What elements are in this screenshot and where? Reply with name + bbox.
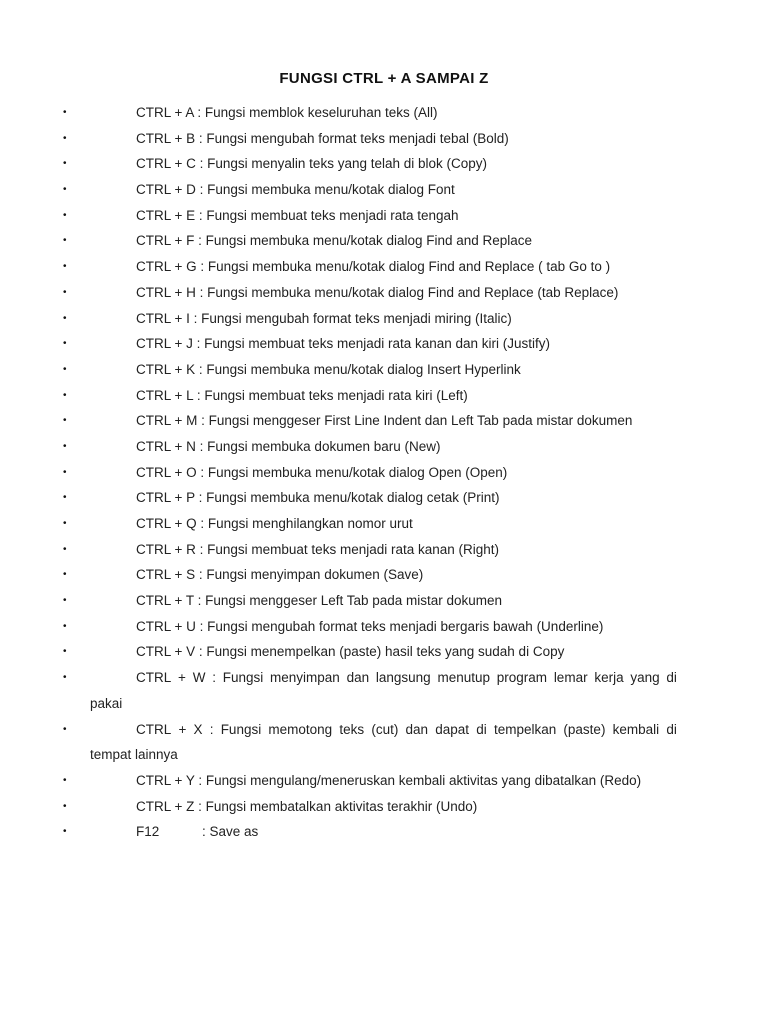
list-item: [0, 280, 768, 306]
list-item-text: CTRL + F : Fungsi membuka menu/kotak dialog Find and Replace: [136, 233, 533, 249]
shortcut-description: : Save as: [202, 824, 259, 840]
list-item: [0, 460, 768, 486]
bullet-icon: •: [63, 184, 67, 196]
list-item: [0, 254, 768, 280]
bullet-icon: •: [63, 107, 67, 118]
bullet-icon: •: [63, 132, 67, 144]
bullet-icon: •: [63, 261, 67, 273]
list-item-text: CTRL + O : Fungsi membuka menu/kotak dialog Open (Open): [136, 464, 508, 480]
bullet-icon: •: [63, 338, 67, 350]
list-item-text-continued: pakai: [90, 695, 123, 711]
list-item-text: CTRL + Y : Fungsi mengulang/meneruskan kembali aktivitas yang dibatalkan (Redo): [136, 772, 642, 788]
bullet-icon: •: [63, 363, 67, 375]
bullet-icon: •: [63, 286, 67, 298]
list-item-text: CTRL + I : Fungsi mengubah format teks menjadi miring (Italic): [136, 310, 512, 326]
list-item: [0, 126, 768, 152]
bullet-icon: •: [63, 158, 67, 170]
list-item: [0, 228, 768, 254]
list-item-text: CTRL + Z : Fungsi membatalkan aktivitas terakhir (Undo): [136, 798, 478, 814]
list-item-text: CTRL + H : Fungsi membuka menu/kotak dialog Find and Replace (tab Replace): [136, 284, 619, 300]
bullet-icon: •: [63, 235, 67, 247]
list-item-text: [136, 819, 258, 845]
list-item: [0, 383, 768, 409]
list-item: [0, 100, 768, 126]
list-item-text: CTRL + E : Fungsi membuat teks menjadi rata tengah: [136, 207, 459, 223]
shortcut-key: F12: [136, 824, 160, 840]
bullet-icon: •: [63, 569, 67, 581]
bullet-icon: •: [63, 492, 67, 504]
list-item: [0, 434, 768, 460]
list-item: [0, 562, 768, 588]
list-item: [0, 665, 768, 716]
bullet-icon: •: [63, 672, 67, 684]
list-item: [0, 819, 768, 845]
bullet-icon: •: [63, 646, 67, 658]
list-item-text: CTRL + S : Fungsi menyimpan dokumen (Save): [136, 567, 424, 583]
list-item-text: CTRL + A : Fungsi memblok keseluruhan teks (All): [136, 105, 438, 120]
list-item: [0, 768, 768, 794]
list-item: [0, 614, 768, 640]
list-item: [0, 537, 768, 563]
list-item: [0, 588, 768, 614]
bullet-icon: •: [63, 595, 67, 607]
list-item: [0, 177, 768, 203]
document-title: FUNGSI CTRL + A SAMPAI Z: [279, 70, 489, 87]
list-item-text: CTRL + K : Fungsi membuka menu/kotak dialog Insert Hyperlink: [136, 361, 521, 377]
bullet-icon: •: [63, 620, 67, 632]
list-item-text: CTRL + X : Fungsi memotong teks (cut) dan dapat di tempelkan (paste) kembali di: [136, 721, 677, 737]
list-item-text: CTRL + N : Fungsi membuka dokumen baru (New): [136, 438, 441, 454]
list-item-text: CTRL + D : Fungsi membuka menu/kotak dialog Font: [136, 182, 455, 198]
bullet-icon: •: [63, 389, 67, 401]
list-item: [0, 794, 768, 820]
bullet-icon: •: [63, 543, 67, 555]
bullet-icon: •: [63, 209, 67, 221]
list-item: [0, 357, 768, 383]
list-item: [0, 306, 768, 332]
list-item-text: CTRL + T : Fungsi menggeser Left Tab pada mistar dokumen: [136, 593, 503, 609]
bullet-icon: •: [63, 440, 67, 452]
bullet-icon: •: [63, 518, 67, 529]
list-item-text: CTRL + C : Fungsi menyalin teks yang telah di blok (Copy): [136, 156, 488, 172]
bullet-icon: •: [63, 312, 67, 324]
list-item: [0, 485, 768, 511]
bullet-icon: •: [63, 723, 67, 735]
list-item: [0, 639, 768, 665]
list-item-text: CTRL + V : Fungsi menempelkan (paste) hasil teks yang sudah di Copy: [136, 644, 565, 660]
bullet-icon: •: [63, 826, 67, 838]
shortcut-list: [0, 100, 768, 845]
list-item-text: CTRL + Q : Fungsi menghilangkan nomor urut: [136, 516, 413, 531]
list-item-text: CTRL + B : Fungsi mengubah format teks menjadi tebal (Bold): [136, 130, 509, 146]
bullet-icon: •: [63, 800, 67, 812]
list-item-text: CTRL + M : Fungsi menggeser First Line Indent dan Left Tab pada mistar dokumen: [136, 413, 633, 429]
list-item-text: CTRL + J : Fungsi membuat teks menjadi rata kanan dan kiri (Justify): [136, 336, 551, 352]
bullet-icon: •: [63, 774, 67, 786]
list-item-text: CTRL + L : Fungsi membuat teks menjadi rata kiri (Left): [136, 387, 468, 403]
list-item-text: CTRL + P : Fungsi membuka menu/kotak dialog cetak (Print): [136, 490, 500, 506]
list-item: [0, 408, 768, 434]
list-item: [0, 331, 768, 357]
list-item: [0, 151, 768, 177]
bullet-icon: •: [63, 466, 67, 478]
list-item: [0, 511, 768, 537]
bullet-icon: •: [63, 415, 67, 427]
list-item-text: CTRL + U : Fungsi mengubah format teks menjadi bergaris bawah (Underline): [136, 618, 604, 634]
list-item-text: CTRL + W : Fungsi menyimpan dan langsung menutup program lemar kerja yang di: [136, 670, 677, 686]
list-item-text-continued: tempat lainnya: [90, 747, 178, 763]
list-item: [0, 717, 768, 768]
list-item: [0, 203, 768, 229]
list-item-text: CTRL + G : Fungsi membuka menu/kotak dialog Find and Replace ( tab Go to ): [136, 259, 611, 275]
list-item-text: CTRL + R : Fungsi membuat teks menjadi rata kanan (Right): [136, 541, 500, 557]
